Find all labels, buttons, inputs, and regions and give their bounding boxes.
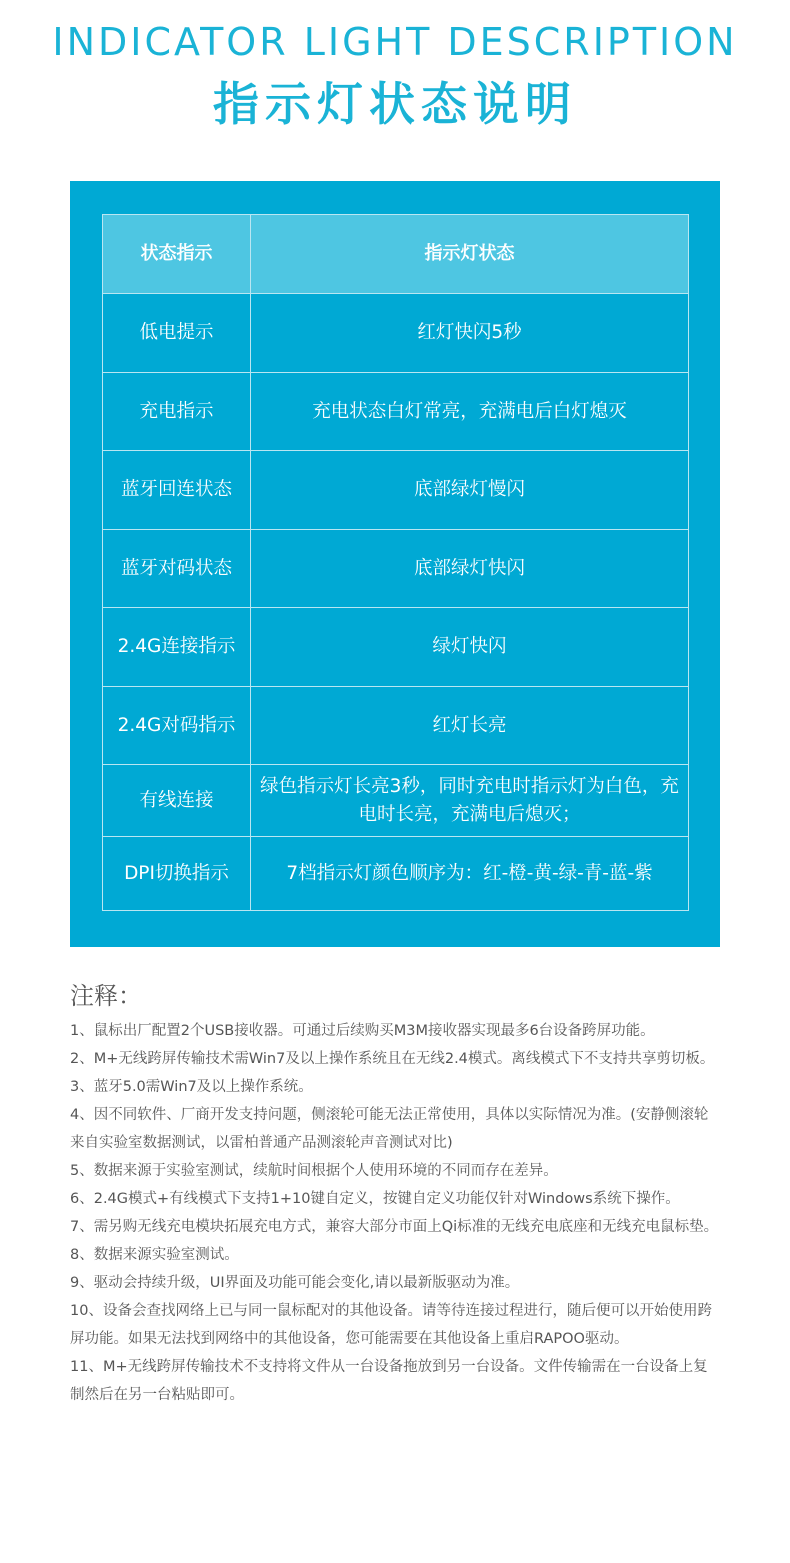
row-indicator: 充电状态白灯常亮，充满电后白灯熄灭	[251, 373, 689, 451]
table-row	[103, 294, 689, 373]
table-row	[103, 765, 689, 837]
row-status: 有线连接	[103, 765, 251, 837]
note-item: 7、需另购无线充电模块拓展充电方式，兼容大部分市面上Qi标准的无线充电底座和无线充电鼠标垫。	[70, 1219, 719, 1235]
note-item: 11、M+无线跨屏传输技术不支持将文件从一台设备拖放到另一台设备。文件传输需在一台设备上复制然后在另一台粘贴即可。	[70, 1359, 708, 1403]
row-indicator: 红灯长亮	[251, 687, 689, 765]
note-item: 2、M+无线跨屏传输技术需Win7及以上操作系统且在无线2.4模式。离线模式下不支持共享剪切板。	[70, 1051, 715, 1067]
page-title-english: INDICATOR LIGHT DESCRIPTION	[52, 20, 738, 64]
notes-list	[70, 1017, 722, 1409]
row-indicator: 底部绿灯慢闪	[251, 451, 689, 530]
notes-title: 注释：	[70, 982, 142, 1010]
note-item: 10、设备会查找网络上已与同一鼠标配对的其他设备。请等待连接过程进行，随后便可以开始使用跨屏功能。如果无法找到网络中的其他设备，您可能需要在其他设备上重启RAPOO驱动。	[70, 1303, 712, 1347]
note-item: 3、蓝牙5.0需Win7及以上操作系统。	[70, 1079, 313, 1095]
note-item: 6、2.4G模式+有线模式下支持1+10键自定义，按键自定义功能仅针对Windows系统下操作。	[70, 1191, 680, 1207]
table-row	[103, 837, 689, 911]
row-status: 2.4G对码指示	[103, 687, 251, 765]
row-status: 2.4G连接指示	[103, 608, 251, 687]
indicator-panel	[70, 181, 720, 947]
header-indicator: 指示灯状态	[251, 215, 689, 294]
note-item: 4、因不同软件、厂商开发支持问题，侧滚轮可能无法正常使用，具体以实际情况为准。(安静侧滚轮来自实验室数据测试，以雷柏普通产品测滚轮声音测试对比)	[70, 1107, 709, 1151]
table-header-row	[103, 215, 689, 294]
table-row	[103, 451, 689, 530]
note-item: 9、驱动会持续升级，UI界面及功能可能会变化,请以最新版驱动为准。	[70, 1275, 520, 1291]
note-item: 5、数据来源于实验室测试，续航时间根据个人使用环境的不同而存在差异。	[70, 1163, 558, 1179]
row-indicator: 绿色指示灯长亮3秒，同时充电时指示灯为白色，充电时长亮，充满电后熄灭；	[251, 765, 689, 837]
row-indicator: 红灯快闪5秒	[251, 294, 689, 373]
page-title-chinese: 指示灯状态说明	[213, 77, 577, 131]
row-status: 蓝牙对码状态	[103, 530, 251, 608]
table-row	[103, 373, 689, 451]
indicator-table	[102, 214, 689, 911]
note-item: 8、数据来源实验室测试。	[70, 1247, 239, 1263]
table-row	[103, 530, 689, 608]
row-indicator: 绿灯快闪	[251, 608, 689, 687]
row-status: 低电提示	[103, 294, 251, 373]
table-row	[103, 608, 689, 687]
header-status: 状态指示	[103, 215, 251, 294]
note-item: 1、鼠标出厂配置2个USB接收器。可通过后续购买M3M接收器实现最多6台设备跨屏功能。	[70, 1023, 655, 1039]
row-indicator: 底部绿灯快闪	[251, 530, 689, 608]
row-indicator: 7档指示灯颜色顺序为：红-橙-黄-绿-青-蓝-紫	[251, 837, 689, 911]
row-status: 充电指示	[103, 373, 251, 451]
row-status: DPI切换指示	[103, 837, 251, 911]
table-row	[103, 687, 689, 765]
row-status: 蓝牙回连状态	[103, 451, 251, 530]
